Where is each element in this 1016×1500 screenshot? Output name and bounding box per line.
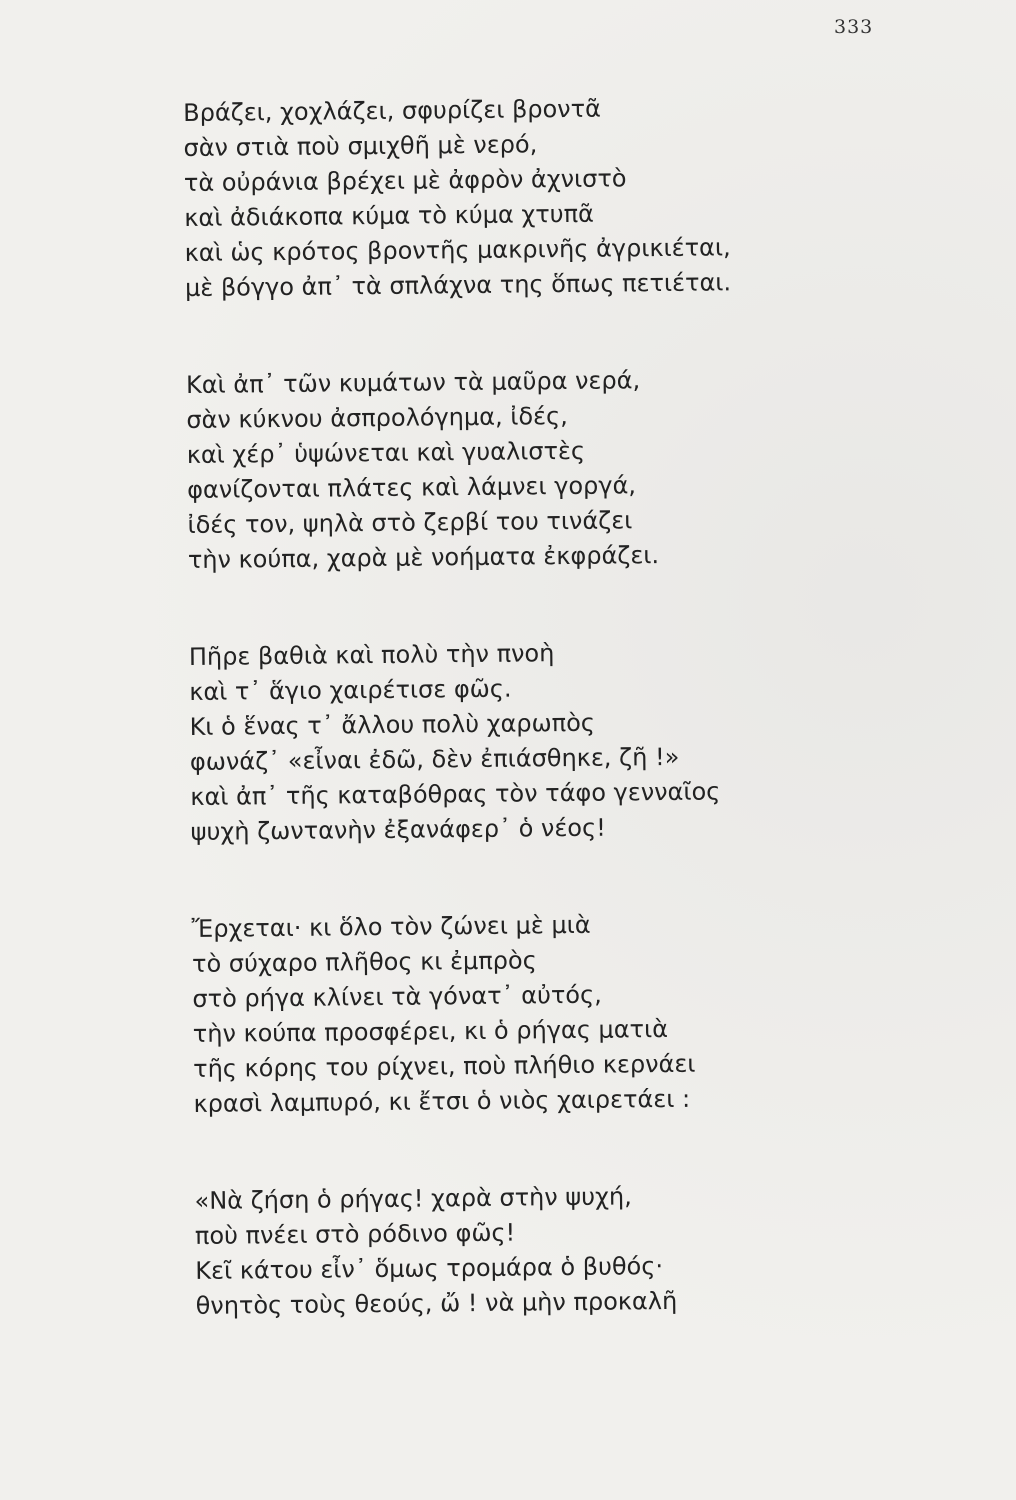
poem-line: Καὶ ἀπ᾽ τῶν κυμάτων τὰ μαῦρα νερά,	[185, 366, 641, 399]
poem-line: ποὺ πνέει στὸ ρόδινο φῶς!	[194, 1218, 516, 1250]
stanza-1	[183, 89, 885, 306]
poem-line: καὶ ὡς κρότος βροντῆς μακρινῆς ἀγρικιέται,	[184, 233, 731, 267]
poem-line: «Νὰ ζήση ὁ ρήγας! χαρὰ στὴν ψυχή,	[194, 1182, 632, 1215]
poem-line: τὸ σύχαρο πλῆθος κι ἐμπρὸς	[191, 946, 537, 978]
poem-line: καὶ ἀπ᾽ τῆς καταβόθρας τὸν τάφο γενναῖος	[190, 777, 721, 811]
poem-line: τὰ οὐράνια βρέχει μὲ ἀφρὸν ἀχνιστὸ	[183, 164, 627, 197]
poem-line: Κεῖ κάτου εἶν᾽ ὅμως τρομάρα ὁ βυθός·	[195, 1252, 664, 1285]
poem-line: φωνάζ᾽ «εἶναι ἐδῶ, δὲν ἐπιάσθηκε, ζῆ !»	[189, 742, 680, 776]
poem-line: κρασὶ λαμπυρό, κι ἔτσι ὁ νιὸς χαιρετάει :	[193, 1084, 691, 1118]
poem-line: τὴν κούπα προσφέρει, κι ὁ ρήγας ματιὰ	[192, 1014, 669, 1048]
poem-line: καὶ ἀδιάκοπα κύμα τὸ κύμα χτυπᾶ	[184, 199, 595, 232]
stanza-2	[186, 361, 888, 578]
poem	[183, 89, 896, 1324]
poem-line: ψυχὴ ζωντανὴν ἐξανάφερ᾽ ὁ νέος!	[190, 813, 606, 846]
poem-line: μὲ βόγγο ἀπ᾽ τὰ σπλάχνα της ὅπως πετιέται.	[184, 268, 732, 302]
page-number: 333	[834, 16, 874, 38]
stanza-3	[189, 633, 891, 850]
stanza-4	[192, 905, 894, 1122]
poem-line: σὰν κύκνου ἀσπρολόγημα, ἰδές,	[186, 401, 568, 434]
poem-line: στὸ ρήγα κλίνει τὰ γόνατ᾽ αὐτός,	[192, 980, 602, 1013]
poem-line: καὶ χέρ᾽ ὑψώνεται καὶ γυαλιστὲς	[186, 436, 586, 469]
poem-line: φανίζονται πλάτες καὶ λάμνει γοργά,	[186, 471, 637, 504]
poem-line: τῆς κόρης του ρίχνει, ποὺ πλήθιο κερνάει	[193, 1049, 696, 1083]
poem-line: Βράζει, χοχλάζει, σφυρίζει βροντᾶ	[183, 94, 602, 127]
poem-line: τὴν κούπα, χαρὰ μὲ νοήματα ἐκφράζει.	[187, 541, 660, 574]
poem-line: Πῆρε βαθιὰ καὶ πολὺ τὴν πνοὴ	[188, 639, 555, 671]
poem-line: καὶ τ᾽ ἅγιο χαιρέτισε φῶς.	[189, 674, 512, 706]
stanza-5	[194, 1177, 895, 1324]
poem-line: σὰν στιὰ ποὺ σμιχθῆ μὲ νερό,	[183, 130, 538, 162]
poem-line: θνητὸς τοὺς θεούς, ὤ ! νὰ μὴν προκαλῆ	[195, 1286, 678, 1320]
poem-line: Κι ὁ ἕνας τ᾽ ἄλλου πολὺ χαρωπὸς	[189, 708, 596, 741]
poem-line: ἰδές τον, ψηλὰ στὸ ζερβί του τινάζει	[187, 506, 633, 539]
poem-line: Ἔρχεται· κι ὅλο τὸν ζώνει μὲ μιὰ	[191, 910, 591, 943]
